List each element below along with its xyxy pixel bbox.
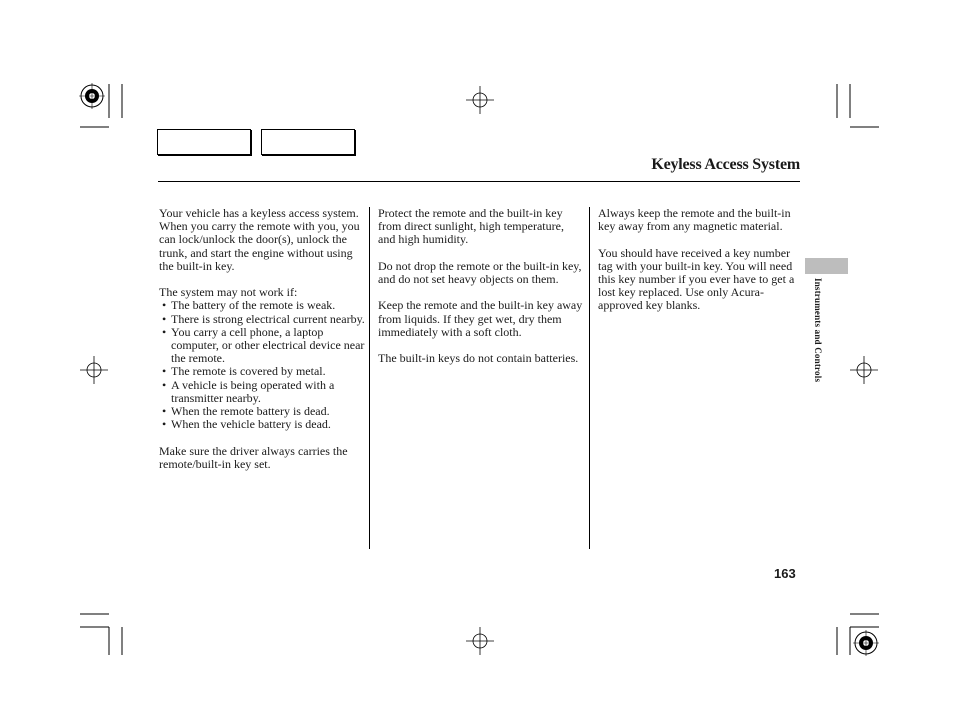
target-mark-bottom-right-icon	[853, 630, 879, 656]
list-item: • There is strong electrical current nearby.	[159, 313, 365, 326]
column-divider-1	[369, 207, 370, 549]
header-rule	[158, 181, 800, 182]
closing-paragraph: Make sure the driver always carries the remote/built-in key set.	[159, 443, 348, 471]
crop-mark-top-right	[837, 84, 879, 127]
crosshair-top-icon	[466, 86, 494, 114]
list-item: • A vehicle is being operated with a transmitter nearby.	[159, 379, 365, 405]
page-number: 163	[774, 566, 796, 581]
list-item: • The battery of the remote is weak.	[159, 299, 365, 312]
list-item: • When the remote battery is dead.	[159, 405, 365, 418]
paragraph: Always keep the remote and the built-in key away from any magnetic material.	[598, 206, 791, 234]
condition-list	[159, 299, 365, 431]
may-not-work-heading: The system may not work if:	[159, 285, 298, 300]
column-right	[598, 207, 802, 326]
list-item: • The remote is covered by metal.	[159, 365, 365, 378]
nav-box-right	[261, 129, 355, 155]
section-tab-text: Instruments and Controls	[813, 278, 823, 383]
intro-paragraph: Your vehicle has a keyless access system. When you carry the remote with you, you can lock/unlock the door(s), unlock the trunk, and start the engine without using the built-in key.	[159, 206, 360, 273]
crosshair-left-icon	[80, 356, 108, 384]
section-tab	[805, 258, 848, 274]
list-item: • You carry a cell phone, a laptop computer, or other electrical device near the remote.	[159, 326, 365, 366]
column-divider-2	[589, 207, 590, 549]
section-tab-label	[800, 278, 830, 408]
nav-box-left	[157, 129, 251, 155]
column-left	[159, 207, 365, 484]
crosshair-right-icon	[850, 356, 878, 384]
paragraph: Protect the remote and the built-in key from direct sunlight, high temperature, and high humidity.	[378, 206, 564, 247]
paragraph: The built-in keys do not contain batteries.	[378, 351, 579, 366]
target-mark-top-left-icon	[79, 83, 105, 109]
crosshair-bottom-icon	[466, 627, 494, 655]
column-middle	[378, 207, 583, 379]
paragraph: You should have received a key number tag with your built-in key. You will need this key number if you ever have to get a lost key replaced. Use only Acura-approved key blanks.	[598, 245, 795, 313]
page-title: Keyless Access System	[651, 156, 800, 173]
list-item: • When the vehicle battery is dead.	[159, 418, 365, 431]
crop-mark-bottom-left	[80, 614, 122, 655]
paragraph: Do not drop the remote or the built-in key, and do not set heavy objects on them.	[378, 258, 582, 286]
paragraph: Keep the remote and the built-in key away from liquids. If they get wet, dry them immediately with a soft cloth.	[378, 298, 583, 339]
